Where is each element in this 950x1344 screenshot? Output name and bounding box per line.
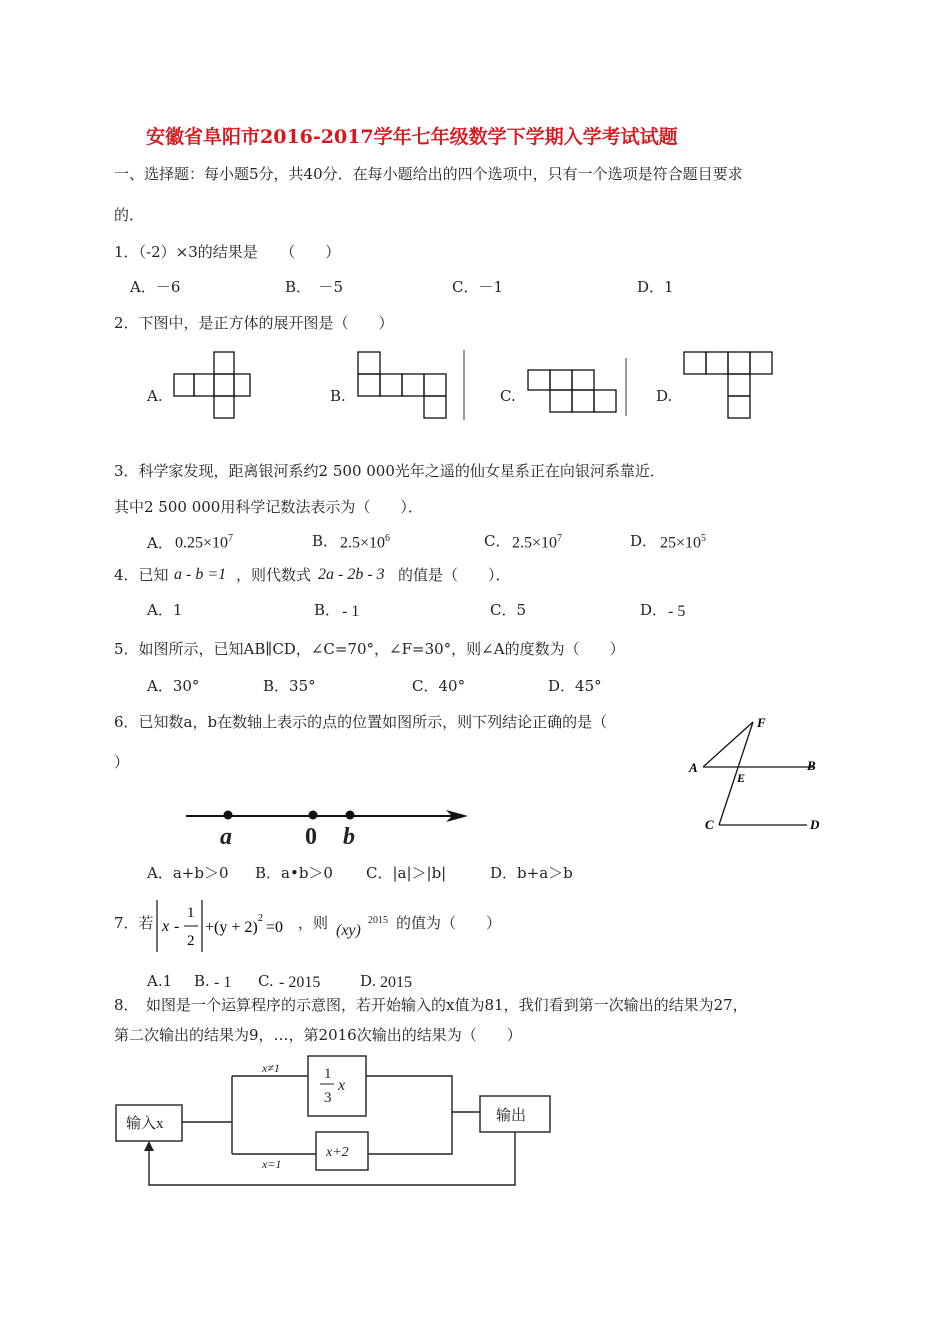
question-7-option-d-value: 2015 [380, 974, 412, 991]
parallel-lines-figure [685, 712, 830, 837]
question-1-option-d: D．1 [637, 278, 674, 296]
question-2-stem: 2．下图中，是正方体的展开图是（ ） [114, 314, 394, 332]
question-7-option-c-label: C. [258, 972, 274, 990]
question-7-option-c-value: - 2015 [279, 974, 321, 991]
question-3-option-d-label: D． [630, 532, 658, 550]
question-4-option-c: C．5 [490, 601, 527, 619]
question-3-option-a-label: A． [147, 534, 173, 552]
question-1-option-c: C．－1 [452, 278, 504, 296]
flow-op-top-den: 3 [324, 1090, 332, 1106]
question-7-option-a: A.1 [147, 972, 173, 990]
point-a-label: A [689, 760, 698, 775]
question-3-option-b-label: B． [312, 532, 339, 550]
number-line-figure [184, 802, 474, 852]
point-c-label: C [705, 817, 714, 832]
eq-minus: - [174, 918, 180, 935]
question-4-suffix: 的值是（ ）． [398, 566, 511, 584]
question-3-stem: 3．科学家发现，距离银河系约2 500 000光年之遥的仙女星系正在向银河系靠近． [114, 462, 665, 480]
question-1-option-b: B． －5 [285, 278, 344, 296]
eq-frac-den: 2 [187, 933, 195, 949]
question-4-option-d-value: - 5 [668, 603, 686, 620]
point-f-label: F [757, 715, 766, 730]
flow-input-label: 输入x [126, 1116, 164, 1132]
question-2-option-a: A. [147, 387, 163, 405]
question-5-option-c: C．40° [412, 677, 466, 695]
section-heading-cont: 的． [114, 206, 145, 224]
question-3-stem-cont: 其中2 500 000用科学记数法表示为（ ）． [114, 498, 423, 516]
eq-equals: =0 [266, 919, 284, 936]
question-3-option-d-value: $25\times 10^5$ [660, 533, 707, 552]
cube-net-b [356, 350, 466, 420]
question-7-suffix: 的值为（ ） [396, 914, 502, 932]
axis-label-b: b [343, 824, 355, 850]
question-4-option-b-label: B． [314, 601, 341, 619]
flow-op-top-var: x [338, 1077, 346, 1094]
point-d-label: D [810, 817, 820, 832]
question-4-option-d-label: D． [640, 601, 668, 619]
eq-x: x [162, 918, 170, 935]
question-5-stem: 5．如图所示，已知AB∥CD，∠C=70°，∠F=30°，则∠A的度数为（ ） [114, 640, 625, 658]
question-4-mid: ，则代数式 [236, 566, 312, 584]
eq-frac-num: 1 [187, 905, 195, 921]
point-b-label: B [807, 758, 816, 773]
flow-output-label: 输出 [496, 1108, 527, 1124]
cube-net-d [682, 350, 782, 422]
question-4-condition: a - b =1 [174, 566, 227, 583]
question-8-stem: 8． 如图是一个运算程序的示意图，若开始输入的x值为81，我们看到第一次输出的结果为27， [114, 996, 748, 1014]
flow-cond-bottom: x=1 [262, 1157, 282, 1171]
question-2-option-c: C. [500, 387, 516, 405]
question-6-stem: 6．已知数a，b在数轴上表示的点的位置如图所示，则下列结论正确的是（ [114, 713, 608, 731]
question-8-stem-cont: 第二次输出的结果为9，…，第2016次输出的结果为（ ） [114, 1026, 522, 1044]
question-5-option-a: A．30° [147, 677, 200, 695]
question-6-option-c: C．|a|＞|b| [366, 864, 447, 882]
question-5-option-b: B．35° [263, 677, 316, 695]
question-7-prefix: 7．若 [114, 914, 154, 932]
question-6-option-b: B．a•b＞0 [255, 864, 333, 882]
section-heading: 一、选择题：每小题5分，共40分．在每小题给出的四个选项中，只有一个选项是符合题目要求 [114, 165, 743, 183]
question-3-option-a-value: $0.25\times 10^7$ [175, 533, 234, 552]
program-flowchart [112, 1050, 557, 1190]
question-1-stem: 1．（-2）×3的结果是 （ ） [114, 243, 341, 261]
point-e-label: E [737, 771, 746, 785]
question-4-option-b-value: - 1 [342, 603, 360, 620]
cube-net-c [526, 358, 636, 418]
question-4-prefix: 4．已知 [114, 566, 169, 584]
question-5-option-d: D．45° [548, 677, 602, 695]
axis-label-a: a [220, 824, 232, 850]
question-2-option-b: B. [330, 387, 346, 405]
question-4-option-a: A．1 [147, 601, 183, 619]
question-7-power: 2015 [368, 915, 388, 926]
question-6-option-d: D．b+a＞b [490, 864, 573, 882]
eq-square: 2 [258, 913, 263, 924]
eq-plus-term: +(y + 2) [205, 919, 258, 936]
axis-label-zero: 0 [305, 824, 317, 850]
question-3-option-b-value: $2.5\times 10^6$ [340, 533, 391, 552]
question-7-option-b-label: B. [194, 972, 210, 990]
flow-op-top-num: 1 [324, 1066, 332, 1082]
question-7-base: (xy) [336, 922, 361, 939]
question-7-equation [150, 896, 300, 956]
question-7-mid: ，则 [298, 914, 329, 932]
page-title: 安徽省阜阳市2016-2017学年七年级数学下学期入学考试试题 [146, 126, 678, 148]
question-4-expression: 2a - 2b - 3 [318, 566, 385, 583]
question-3-option-c-value: $2.5\times 10^7$ [512, 533, 563, 552]
question-7-option-d-label: D. [360, 972, 377, 990]
flow-op-bottom: x+2 [326, 1145, 349, 1160]
flow-cond-top: x≠1 [262, 1061, 280, 1075]
question-3-option-c-label: C． [484, 532, 511, 550]
question-6-stem-cont: ） [114, 753, 130, 771]
cube-net-a [172, 346, 252, 422]
question-2-option-d: D. [656, 387, 673, 405]
question-6-option-a: A．a+b＞0 [147, 864, 229, 882]
question-7-option-b-value: - 1 [214, 974, 232, 991]
question-1-option-a: A．－6 [130, 278, 181, 296]
